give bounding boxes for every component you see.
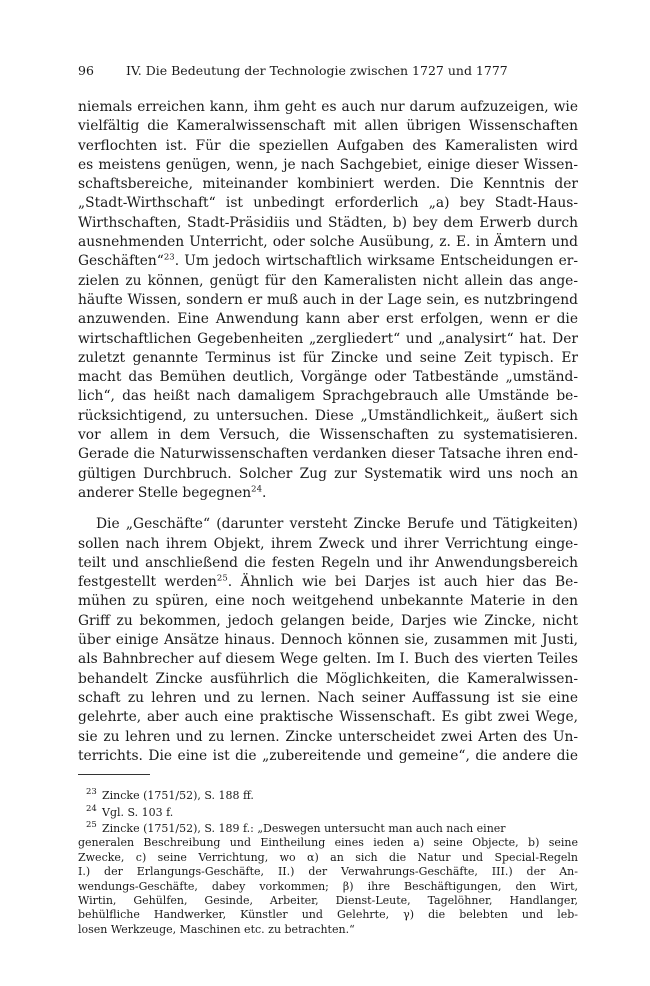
running-title: IV. Die Bedeutung der Technologie zwischen 1727 und 1777 — [126, 63, 508, 78]
footnote-line: losen Werkzeuge, Maschinen etc. zu betrachten.“ — [78, 922, 355, 936]
text-line: zuletzt genannte Terminus ist für Zincke und seine Zeit typisch. Er — [78, 349, 578, 366]
text-line: vielfältig die Kameralwissenschaft mit allen übrigen Wissenschaften — [78, 118, 578, 135]
footnote-text: Zincke (1751/52), S. 188 ff. — [102, 789, 254, 803]
text-fragment: . Ähnlich wie bei Darjes ist auch hier das Be- — [227, 574, 579, 591]
body-text — [78, 98, 578, 766]
text-line: anzuwenden. Eine Anwendung kann aber erst erfolgen, wenn er die — [78, 311, 578, 328]
footnote-ref-24[interactable]: 24 — [251, 484, 262, 495]
paragraph-2 — [78, 515, 578, 766]
text-line: vor allem in dem Versuch, die Wissenschaften zu systematisieren. — [78, 427, 578, 444]
text-line — [78, 573, 578, 592]
footnote-23: 23 Zincke (1751/52), S. 188 ff. — [86, 787, 254, 803]
text-line — [78, 484, 578, 503]
footnote-ref-25[interactable]: 25 — [216, 573, 228, 584]
footnote-line: behülfliche Handwerker, Künstler und Gelehrte, γ) die belebten und leb- — [78, 908, 578, 922]
text-line: verflochten ist. Für die speziellen Aufgaben des Kameralisten wird — [78, 137, 578, 154]
text-line: Die „Geschäfte“ (darunter versteht Zincke Berufe und Tätigkeiten) — [96, 516, 578, 533]
text-fragment: festgestellt werden — [78, 574, 217, 591]
footnote-divider — [78, 774, 150, 775]
footnote-24: 24 Vgl. S. 103 f. — [86, 803, 174, 819]
text-fragment: Geschäften“ — [78, 253, 164, 270]
text-line: Gerade die Naturwissenschaften verdanken dieser Tatsache ihren end- — [78, 446, 578, 463]
footnote-line: Zwecke, c) seine Verrichtung, wo α) an sich die Natur und Special-Regeln — [78, 850, 578, 864]
text-line: teilt und anschließend die festen Regeln und ihr Anwendungsbereich — [78, 554, 578, 571]
page-number: 96 — [78, 63, 94, 78]
footnote-line: wendungs-Geschäfte, dabey vorkommen; β) ihre Beschäftigungen, den Wirt, — [78, 879, 578, 893]
text-line: macht das Bemühen deutlich, Vorgänge oder Tatbestände „umständ- — [78, 369, 578, 386]
footnote-line: generalen Beschreibung und Eintheilung eines ieden a) seine Objecte, b) seine — [78, 836, 578, 850]
text-line: terrichts. Die eine ist die „zubereitende und gemeine“, die andere die — [78, 747, 578, 764]
text-line: Griff zu bekommen, jedoch gelangen beide, Darjes wie Zincke, nicht — [78, 612, 578, 629]
footnote-text: Zincke (1751/52), S. 189 f.: „Deswegen untersucht man auch nach einer — [102, 821, 506, 835]
text-line: über einige Ansätze hinaus. Dennoch können sie, zusammen mit Justi, — [78, 632, 578, 649]
footnote-ref-23[interactable]: 23 — [163, 252, 175, 263]
footnotes — [78, 789, 578, 937]
text-line: lich“, das heißt nach damaligem Sprachgebrauch alle Umstände be- — [78, 388, 578, 405]
text-fragment: . — [261, 484, 267, 501]
text-line: häufte Wissen, sondern er muß auch in der Lage sein, es nutzbringend — [78, 291, 578, 308]
text-line: gelehrte, aber auch eine praktische Wissenschaft. Es gibt zwei Wege, — [78, 709, 578, 726]
text-line: rücksichtigend, zu untersuchen. Diese „Umständlichkeit„ äußert sich — [78, 407, 578, 424]
text-line: sie zu lehren und zu lernen. Zincke unterscheidet zwei Arten des Un- — [78, 728, 578, 745]
text-line: „Stadt-Wirthschaft“ ist unbedingt erforderlich „a) bey Stadt-Haus- — [78, 195, 578, 212]
footnote-line: I.) der Erlangungs-Geschäfte, II.) der Verwahrungs-Geschäfte, III.) der An- — [78, 865, 578, 879]
paragraph-1 — [78, 98, 578, 503]
text-line: zielen zu können, genügt für den Kameralisten nicht allein das ange- — [78, 272, 578, 289]
footnote-25: 25 Zincke (1751/52), S. 189 f.: „Deswegen untersucht man auch nach einer generalen Beschreibung und Eintheilung eines ieden a) seine Objecte, b) seine Zwecke, c) seine Verrichtung, wo α) an sich die Natur und Special-Regeln I.) der Erlangungs-Geschäfte, II.) der Verwahrungs-Geschäfte, III.) der An- wendungs-Geschäfte, dabey vorkommen; β) ihre Beschäftigungen, den Wirt, Wirtin, Gehülfen, Gesinde, Arbeiter, Dienst-Leute, Tagelöhner, Handlanger, behülfliche Handwerker, Künstler und Gelehrte, γ) die belebten und leb- losen Werkzeuge, Maschinen etc. zu betrachten.“ — [78, 820, 578, 936]
text-line: sollen nach ihrem Objekt, ihrem Zweck und ihrer Verrichtung einge- — [78, 535, 578, 552]
footnote-text: Vgl. S. 103 f. — [102, 805, 174, 819]
text-line: als Bahnbrecher auf diesem Wege gelten. Im I. Buch des vierten Teiles — [78, 651, 578, 668]
text-line: ausnehmenden Unterricht, oder solche Ausübung, z. E. in Ämtern und — [78, 234, 578, 251]
text-line: wirtschaftlichen Gegebenheiten „zergliedert“ und „analysirt“ hat. Der — [78, 330, 578, 347]
text-line — [78, 252, 578, 271]
text-fragment: . Um jedoch wirtschaftlich wirksame Entscheidungen er- — [174, 253, 578, 270]
text-line: mühen zu spüren, eine noch weitgehend unbekannte Materie in den — [78, 593, 578, 610]
text-line: behandelt Zincke ausführlich die Möglichkeiten, die Kameralwissen- — [78, 670, 578, 687]
text-line: schaft zu lehren und zu lernen. Nach seiner Auffassung ist sie eine — [78, 689, 578, 706]
book-page — [78, 62, 578, 939]
running-header — [78, 62, 578, 80]
text-line: niemals erreichen kann, ihm geht es auch nur darum aufzuzeigen, wie — [78, 99, 578, 115]
text-line: schaftsbereiche, miteinander kombiniert werden. Die Kenntnis der — [78, 176, 578, 193]
text-line: Wirthschaften, Stadt-Präsidiis und Städten, b) bey dem Erwerb durch — [78, 214, 578, 231]
text-fragment: anderer Stelle begegnen — [78, 484, 252, 501]
footnote-line: Wirtin, Gehülfen, Gesinde, Arbeiter, Dienst-Leute, Tagelöhner, Handlanger, — [78, 893, 578, 907]
text-line: es meistens genügen, wenn, je nach Sachgebiet, einige dieser Wissen- — [78, 156, 578, 173]
text-line: gültigen Durchbruch. Solcher Zug zur Systematik wird uns noch an — [78, 465, 578, 482]
